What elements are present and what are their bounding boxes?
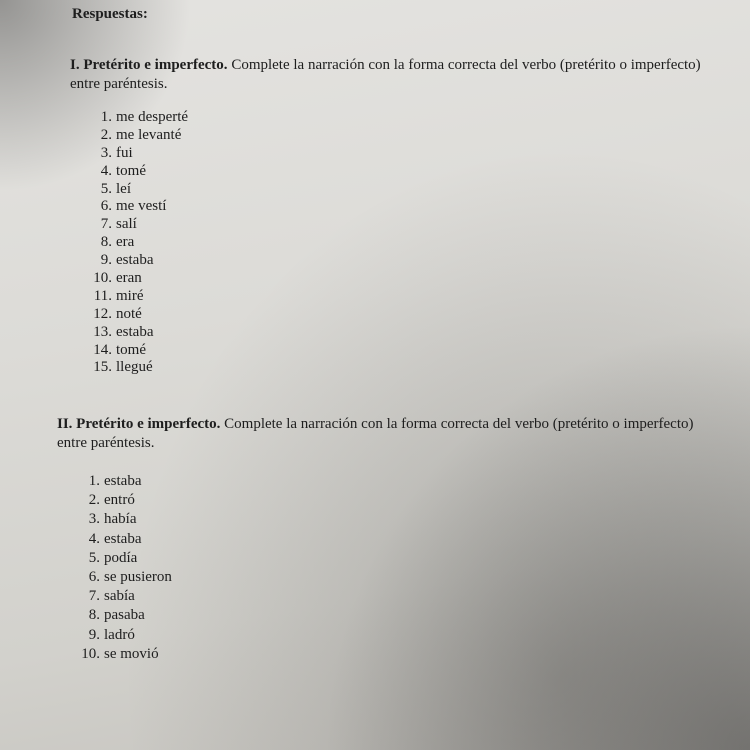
page-title: Respuestas:	[72, 6, 148, 22]
section-2-heading-text: Complete la narración con la forma correcta del verbo (pretérito o imperfecto) entre paréntesis.	[57, 416, 694, 451]
answer-text: eran	[116, 270, 142, 287]
answer-text: podía	[104, 549, 138, 566]
answer-number: 8.	[88, 607, 100, 624]
answer-number: 1.	[88, 473, 100, 489]
answer-text: estaba	[104, 473, 142, 489]
answer-number: 8.	[100, 234, 112, 251]
answer-text: ladró	[104, 626, 135, 643]
answer-item	[78, 606, 172, 625]
answer-item	[90, 181, 188, 199]
answer-item	[90, 234, 188, 252]
answer-number: 2.	[100, 126, 112, 143]
answer-number: 12.	[93, 305, 112, 322]
answer-number: 15.	[93, 359, 112, 376]
answer-item	[90, 163, 188, 181]
answer-number: 9.	[88, 626, 100, 643]
answer-number: 1.	[100, 109, 112, 125]
answer-item	[78, 549, 172, 568]
answer-text: fui	[116, 144, 133, 161]
answer-item	[90, 198, 188, 216]
answer-number: 5.	[100, 180, 112, 197]
section-1-answer-list	[90, 109, 188, 377]
answer-text: leí	[116, 180, 131, 197]
answer-item	[78, 472, 172, 491]
answer-item	[90, 324, 188, 342]
answer-item	[90, 342, 188, 360]
section-2-heading	[57, 415, 697, 453]
answer-number: 3.	[100, 144, 112, 161]
answer-item	[90, 127, 188, 145]
answer-number: 6.	[88, 568, 100, 585]
answer-item	[78, 491, 172, 510]
answer-number: 7.	[88, 588, 100, 605]
answer-item	[78, 530, 172, 549]
answer-number: 10.	[81, 645, 100, 662]
answer-text: estaba	[116, 252, 154, 269]
section-1-heading-bold: I. Pretérito e imperfecto.	[70, 57, 228, 73]
answer-text: sabía	[104, 588, 135, 605]
answer-item	[78, 645, 172, 664]
answer-number: 14.	[93, 341, 112, 358]
answer-number: 5.	[88, 549, 100, 566]
answer-item	[90, 288, 188, 306]
answer-text: se movió	[104, 645, 159, 662]
answer-item	[90, 109, 188, 127]
answer-item	[90, 306, 188, 324]
answer-text: era	[116, 234, 135, 251]
answer-number: 11.	[93, 287, 112, 304]
answer-item	[90, 359, 188, 377]
answer-item	[78, 587, 172, 606]
answer-item	[90, 216, 188, 234]
answer-text: se pusieron	[104, 568, 172, 585]
answer-text: salí	[116, 216, 137, 233]
answer-item	[90, 145, 188, 163]
answer-number: 9.	[100, 252, 112, 269]
answer-number: 4.	[100, 162, 112, 179]
answer-item	[90, 270, 188, 288]
answer-text: me vestí	[116, 198, 167, 215]
answer-item	[78, 568, 172, 587]
answer-number: 10.	[93, 270, 112, 287]
answer-text: tomé	[116, 341, 146, 358]
section-1-heading-text: Complete la narración con la forma correcta del verbo (pretérito o imperfecto) entre paréntesis.	[70, 57, 701, 92]
answer-number: 6.	[100, 198, 112, 215]
answer-text: estaba	[104, 530, 142, 547]
answer-text: miré	[116, 287, 144, 304]
answer-text: pasaba	[104, 607, 145, 624]
section-1-heading	[70, 56, 710, 94]
answer-text: me levanté	[116, 126, 182, 143]
answer-text: tomé	[116, 162, 146, 179]
answer-text: llegué	[116, 359, 153, 376]
answer-item	[78, 510, 172, 529]
answer-number: 3.	[88, 511, 100, 528]
answer-text: estaba	[116, 323, 154, 340]
answer-text: me desperté	[116, 109, 189, 125]
answer-text: entró	[104, 492, 135, 509]
answer-number: 7.	[100, 216, 112, 233]
section-2-heading-bold: II. Pretérito e imperfecto.	[57, 416, 221, 432]
answer-item	[78, 626, 172, 645]
section-2-answer-list	[78, 472, 172, 664]
answer-text: noté	[116, 305, 142, 322]
answer-text: había	[104, 511, 137, 528]
answer-number: 13.	[93, 323, 112, 340]
answer-number: 4.	[88, 530, 100, 547]
answer-item	[90, 252, 188, 270]
answer-number: 2.	[88, 492, 100, 509]
